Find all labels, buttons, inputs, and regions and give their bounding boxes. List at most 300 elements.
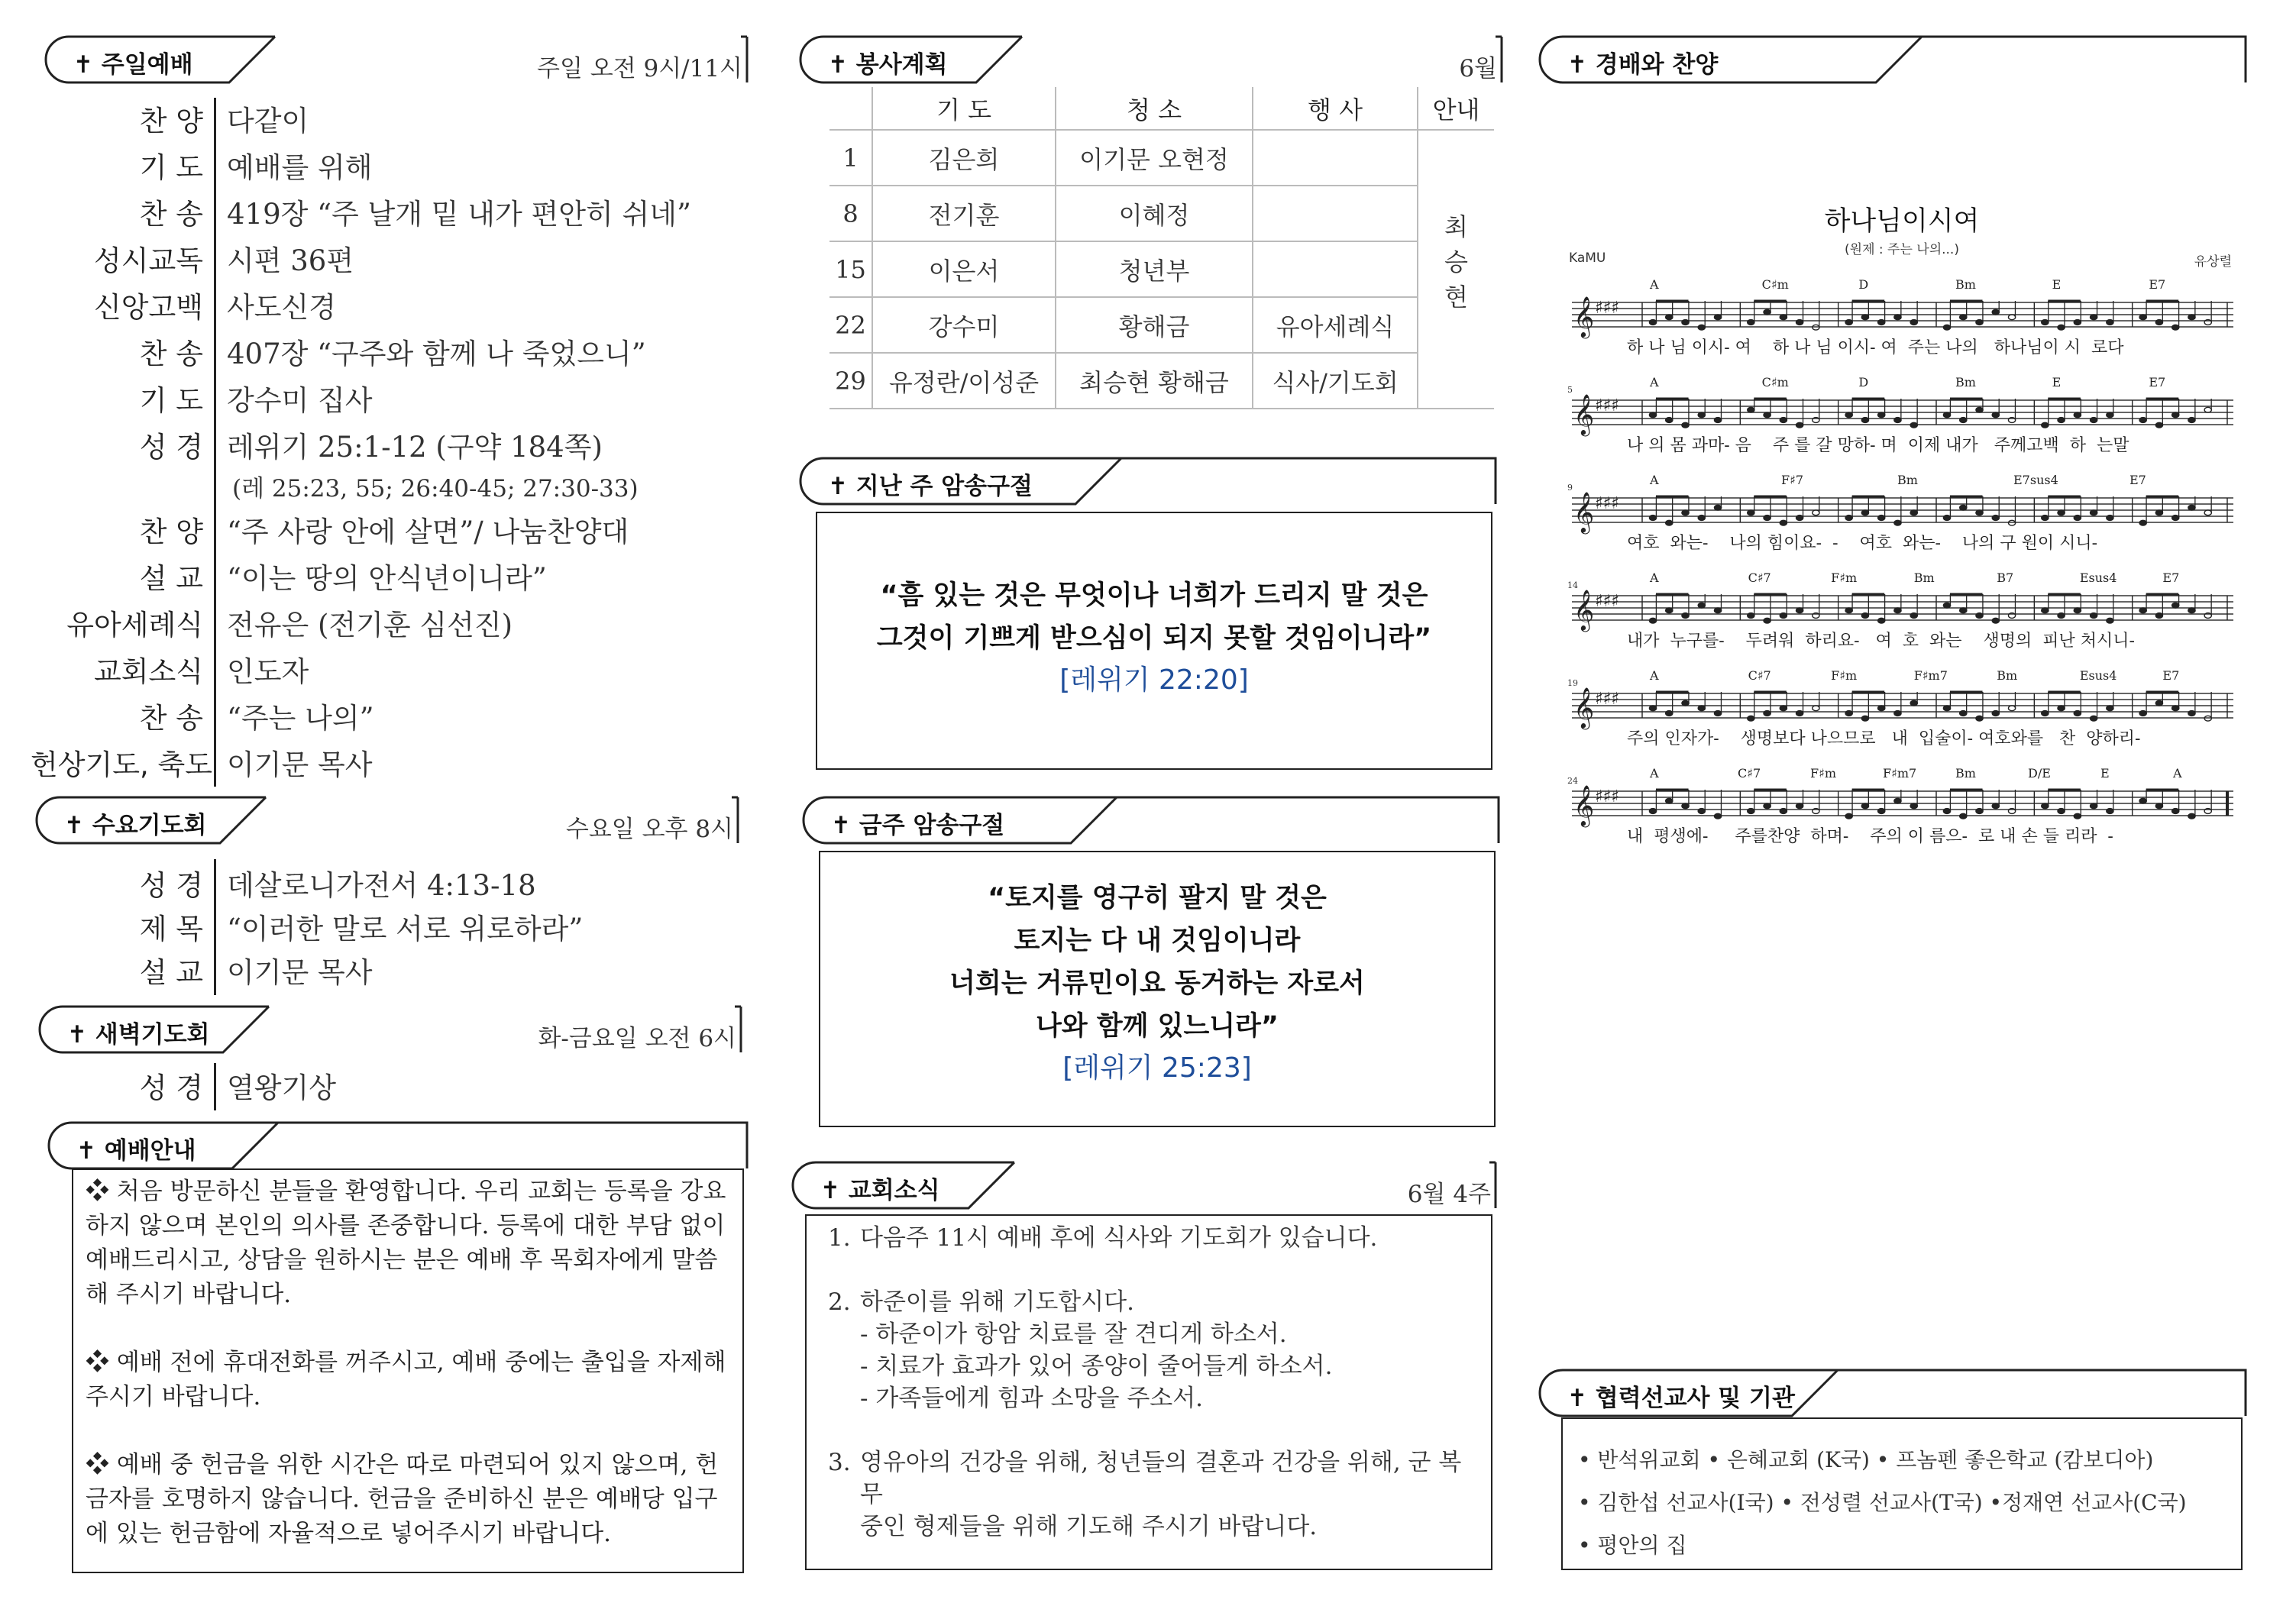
note-head	[1780, 315, 1787, 320]
note-head	[1649, 412, 1656, 418]
note-head	[2204, 407, 2211, 412]
treble-clef-icon: 𝄞	[1573, 491, 1595, 532]
missions-line: • 평안의 집	[1578, 1533, 1687, 1558]
note-head	[2172, 706, 2179, 711]
note-head	[2155, 613, 2162, 619]
note-head	[1960, 608, 1967, 613]
missions-box	[1561, 1417, 2243, 1570]
verse-line: “토지를 영구히 팔지 말 것은	[988, 883, 1327, 913]
note-head	[1976, 510, 1983, 516]
order-row: 찬 송 419장 “주 날개 밑 내가 편안히 쉬네”	[139, 198, 691, 231]
note-head	[1861, 716, 1868, 721]
news-item: 3. 영유아의 건강을 위해, 청년들의 결혼과 건강을 위해, 군 복무 중인 형제들을 위해 기도해 주시기 바랍니다.	[828, 1449, 1462, 1540]
note-head	[2091, 716, 2097, 721]
note-head	[1992, 309, 1999, 315]
note-head	[2074, 711, 2081, 716]
note-head	[1943, 603, 1950, 608]
note-head	[1780, 706, 1787, 711]
chord-symbol: Bm	[1897, 473, 1918, 487]
lyrics-line: 내가 누구를- 두려워 하리요- 여 호 와는 생명의 피난 처시니-	[1627, 632, 2135, 651]
note-head	[1748, 510, 1754, 516]
verse-line: 토지는 다 내 것임이니라	[1014, 926, 1301, 956]
note-head	[1960, 505, 1967, 510]
chord-symbol: D	[1858, 278, 1869, 292]
treble-clef-icon: 𝄞	[1573, 296, 1595, 337]
note-head	[1976, 320, 1983, 325]
chord-symbol: C♯7	[1748, 571, 1771, 585]
note-head	[1845, 813, 1852, 819]
note-head	[2172, 325, 2179, 330]
note-head	[1714, 315, 1721, 320]
note-head	[2058, 510, 2065, 516]
chord-symbol: F♯m	[1831, 669, 1858, 683]
guide-box	[72, 1168, 744, 1573]
order-row: 기 도 예배를 위해	[139, 151, 373, 184]
note-head	[1992, 412, 1999, 418]
note-head	[1764, 618, 1771, 623]
note-head	[1845, 608, 1852, 613]
note-head	[1698, 412, 1705, 418]
note-head	[2155, 422, 2162, 428]
chord-symbol: C♯7	[1738, 767, 1761, 781]
note-head	[1764, 412, 1771, 418]
measure-number: 9	[1567, 483, 1573, 493]
chord-symbol: Bm	[1955, 767, 1976, 781]
treble-clef-icon: 𝄞	[1573, 784, 1595, 826]
note-head	[1714, 813, 1721, 819]
note-head	[2188, 608, 2195, 613]
service-month: 6월	[1459, 55, 1497, 82]
lyrics-line: 하 나 님 이시- 여 하 나 님 이시- 여 주는 나의 하나님이 시 로다	[1627, 338, 2124, 357]
service-header	[793, 35, 1506, 84]
note-head	[2107, 618, 2113, 623]
note-head	[2155, 700, 2162, 706]
note-head	[2107, 809, 2113, 814]
note-head	[2172, 516, 2179, 521]
note-head	[2091, 803, 2097, 809]
note-head	[1666, 608, 1673, 613]
note-head	[1813, 706, 1819, 711]
note-head	[1878, 809, 1885, 814]
key-signature: ♯♯♯	[1595, 690, 1619, 709]
order-row: 찬 송 407장 “구주와 함께 나 죽었으니”	[139, 338, 646, 370]
news-header	[785, 1161, 1500, 1210]
chord-symbol: Esus4	[2079, 571, 2117, 585]
table-row: 29 유정란/이성준 최승현 황해금 식사/기도회	[829, 353, 1494, 409]
note-head	[1780, 613, 1787, 619]
note-head	[2172, 809, 2179, 814]
note-head	[1910, 700, 1917, 706]
section-title: ✝ 주일예배	[73, 51, 193, 79]
chord-symbol: C♯7	[1748, 669, 1771, 683]
chord-symbol: E	[2052, 376, 2062, 389]
chord-symbol: F♯m	[1810, 767, 1837, 781]
note-head	[2042, 422, 2049, 428]
note-head	[1666, 711, 1673, 716]
note-head	[2074, 412, 2081, 418]
order-row: 헌상기도, 축도 이기문 목사	[31, 748, 373, 781]
verse-line: 그것이 기쁘게 받으심이 되지 못할 것임이니라”	[876, 623, 1432, 654]
note-head	[2042, 516, 2049, 521]
note-head	[1682, 422, 1689, 428]
guide-paragraph: ❖ 예배 중 헌금을 위한 시간은 따로 마련되어 있지 않으며, 헌금자를 호명하지 않습니다. 헌금을 준비하신 분은 예배당 입구에 있는 헌금함에 자율적으로 넣어주시기 바랍니다.	[86, 1451, 719, 1547]
missions-header	[1532, 1369, 2250, 1417]
note-head	[1714, 418, 1721, 423]
chord-symbol: E7	[2162, 669, 2180, 683]
worship-header	[1532, 35, 2250, 84]
chord-symbol: E7	[2162, 571, 2180, 585]
note-head	[1960, 711, 1967, 716]
order-row: 성시교독 시편 36편	[94, 244, 354, 277]
key-signature: ♯♯♯	[1595, 592, 1619, 611]
order-row: 기 도 강수미 집사	[139, 384, 373, 417]
note-head	[2058, 809, 2065, 814]
note-head	[2188, 711, 2195, 716]
order-row: 설 교 이기문 목사	[139, 956, 373, 989]
lyrics-line: 내 평생에- 주를찬양 하며- 주의 이 름으- 로 내 손 들 리라 -	[1627, 827, 2113, 846]
note-head	[1649, 706, 1656, 711]
note-head	[1698, 603, 1705, 608]
note-head	[2074, 813, 2081, 819]
table-header-row	[829, 87, 1494, 130]
chord-symbol: A	[1650, 473, 1659, 487]
music-system	[1566, 376, 2238, 473]
chord-symbol: A	[1650, 669, 1659, 683]
note-head	[1649, 618, 1656, 623]
chord-symbol: E	[2052, 278, 2062, 292]
note-head	[1649, 516, 1656, 521]
note-head	[1976, 613, 1983, 619]
news-week: 6월 4주	[1407, 1181, 1491, 1208]
note-head	[2058, 325, 2065, 330]
note-head	[1943, 325, 1950, 330]
note-head	[1910, 803, 1917, 809]
note-head	[1682, 320, 1689, 325]
note-head	[2042, 803, 2049, 809]
composer-credit: 유상렬	[2194, 254, 2232, 270]
chord-symbol: A	[1650, 376, 1659, 389]
order-row: 찬 양 “주 사랑 안에 살면”/ 나눔찬양대	[139, 516, 629, 548]
note-head	[2188, 315, 2195, 320]
chord-symbol: E7	[2149, 278, 2166, 292]
note-head	[1910, 613, 1917, 619]
order-row: 찬 양 다같이	[139, 105, 309, 137]
note-head	[2042, 711, 2049, 716]
verse-line: “흠 있는 것은 무엇이나 너희가 드리지 말 것은	[880, 580, 1428, 611]
note-head	[1796, 320, 1803, 325]
note-head	[1764, 516, 1771, 521]
note-head	[1894, 315, 1901, 320]
note-head	[1666, 520, 1673, 525]
note-head	[1894, 418, 1901, 423]
note-head	[2139, 711, 2146, 716]
news-item: 1. 다음주 11시 예배 후에 식사와 기도회가 있습니다.	[828, 1224, 1378, 1252]
note-head	[1748, 407, 1754, 412]
note-head	[1764, 803, 1771, 809]
chord-symbol: Esus4	[2079, 669, 2117, 683]
note-head	[2091, 315, 2097, 320]
music-system	[1566, 278, 2238, 376]
note-head	[2139, 418, 2146, 423]
lyrics-line: 나 의 몸 과마- 음 주 를 갈 망하- 며 이제 내가 주께고백 하 는말	[1627, 436, 2129, 455]
music-system	[1566, 669, 2238, 767]
note-head	[1764, 309, 1771, 315]
order-row: 성 경 데살로니가전서 4:13-18	[139, 869, 536, 902]
note-head	[1861, 613, 1868, 619]
note-head	[1666, 418, 1673, 423]
section-title: ✝ 교회소식	[820, 1177, 940, 1204]
song-title: 하나님이시여	[1824, 206, 1980, 237]
note-head	[1943, 412, 1950, 418]
measure-number: 24	[1567, 776, 1578, 786]
service-table	[829, 87, 1494, 409]
note-head	[1878, 706, 1885, 711]
news-box	[805, 1214, 1492, 1570]
service-time: 주일 오전 9시/11시	[537, 55, 742, 82]
key-signature: ♯♯♯	[1595, 396, 1619, 415]
order-row: 성 경 열왕기상	[139, 1071, 336, 1104]
order-row: 유아세례식 전유은 (전기훈 심선진)	[66, 609, 513, 642]
note-head	[1976, 716, 1983, 721]
note-head	[1861, 315, 1868, 320]
chord-symbol: Bm	[1955, 376, 1976, 389]
note-head	[1894, 520, 1901, 525]
note-head	[2008, 315, 2015, 320]
order-row: 신앙고백 사도신경	[94, 291, 336, 324]
note-head	[1878, 412, 1885, 418]
note-head	[1992, 803, 1999, 809]
note-head	[2139, 798, 2146, 803]
col-guide: 안내	[1418, 87, 1494, 130]
sunday-order	[31, 98, 749, 785]
note-head	[1960, 315, 1967, 320]
note-head	[2058, 613, 2065, 619]
note-head	[2172, 603, 2179, 608]
order-row: 제 목 “이러한 말로 서로 위로하라”	[139, 913, 584, 945]
section-title: ✝ 지난 주 암송구절	[828, 473, 1033, 500]
chord-symbol: A	[2173, 767, 2182, 781]
note-head	[1910, 422, 1917, 428]
note-head	[1894, 711, 1901, 716]
note-head	[2074, 516, 2081, 521]
note-head	[1910, 510, 1917, 516]
dawn-order	[31, 1063, 749, 1110]
verse-line: 너희는 거류민이요 동거하는 자로서	[949, 968, 1365, 999]
note-head	[2091, 613, 2097, 619]
note-head	[1780, 520, 1787, 525]
verse-reference: [레위기 25:23]	[1062, 1052, 1252, 1084]
note-head	[1845, 516, 1852, 521]
chord-symbol: A	[1650, 278, 1659, 292]
measure-number: 5	[1567, 385, 1573, 395]
note-head	[1976, 809, 1983, 814]
section-title: ✝ 금주 암송구절	[831, 812, 1005, 839]
note-head	[1649, 809, 1656, 814]
chord-symbol: Bm	[1913, 571, 1935, 585]
note-head	[1748, 809, 1754, 814]
guide-cell: 최 승 현	[1418, 130, 1494, 409]
song-subtitle: (원제 : 주는 나의...)	[1845, 242, 1959, 257]
chord-symbol: F♯m7	[1883, 767, 1917, 781]
missions-line: • 김한섭 선교사(I국) • 전성렬 선교사(T국) •정재연 선교사(C국)	[1578, 1490, 2187, 1515]
note-head	[2107, 320, 2113, 325]
note-head	[2091, 510, 2097, 516]
section-title: ✝ 수요기도회	[64, 812, 207, 839]
this-verse-box	[819, 851, 1496, 1127]
key-signature: ♯♯♯	[1595, 787, 1619, 806]
note-head	[2155, 803, 2162, 809]
note-head	[1861, 803, 1868, 809]
note-head	[1960, 418, 1967, 423]
order-row: 찬 송 “주는 나의”	[139, 702, 374, 735]
note-head	[1714, 711, 1721, 716]
note-head	[2074, 320, 2081, 325]
this-verse-header	[796, 796, 1503, 845]
note-head	[1894, 608, 1901, 613]
note-head	[1861, 510, 1868, 516]
last-verse-header	[793, 457, 1500, 506]
treble-clef-icon: 𝄞	[1573, 393, 1595, 435]
note-head	[2091, 418, 2097, 423]
note-head	[1845, 412, 1852, 418]
chord-symbol: D/E	[2028, 767, 2051, 781]
note-head	[2107, 706, 2113, 711]
note-head	[1796, 711, 1803, 716]
chord-symbol: D	[1858, 376, 1869, 389]
note-head	[1796, 516, 1803, 521]
chord-symbol: C♯m	[1761, 376, 1789, 389]
note-head	[2172, 412, 2179, 418]
dawn-header	[32, 1005, 745, 1054]
last-verse-box	[816, 512, 1492, 770]
service-time: 수요일 오후 8시	[565, 816, 733, 843]
note-head	[1796, 803, 1803, 809]
table-row: 15 이은서 청년부	[829, 241, 1494, 297]
order-row: 성 경 레위기 25:1-12 (구약 184쪽)	[139, 431, 603, 464]
note-head	[2139, 315, 2146, 320]
note-head	[1796, 608, 1803, 613]
note-head	[2058, 418, 2065, 423]
note-head	[1666, 315, 1673, 320]
section-title: ✝ 새벽기도회	[67, 1021, 210, 1049]
order-row: (레 25:23, 55; 26:40-45; 27:30-33)	[232, 475, 639, 503]
note-head	[1943, 809, 1950, 814]
note-head	[1878, 320, 1885, 325]
note-head	[2155, 510, 2162, 516]
note-head	[2155, 320, 2162, 325]
note-head	[1698, 325, 1705, 330]
key-signature: ♯♯♯	[1595, 494, 1619, 513]
note-head	[2188, 505, 2195, 510]
chord-symbol: A	[1650, 767, 1659, 781]
section-title: ✝ 예배안내	[76, 1137, 196, 1165]
treble-clef-icon: 𝄞	[1573, 589, 1595, 630]
music-system	[1566, 767, 2238, 865]
note-head	[1910, 320, 1917, 325]
wednesday-order	[31, 859, 749, 997]
news-list	[817, 1222, 1483, 1543]
note-head	[2204, 510, 2211, 516]
missions-line: • 반석위교회 • 은혜교회 (K국) • 프놈펜 좋은학교 (캄보디아)	[1578, 1447, 2154, 1472]
chord-symbol: F♯7	[1781, 473, 1804, 487]
note-head	[1992, 711, 1999, 716]
table-row: 1 김은희 이기문 오현정 최 승 현	[829, 130, 1494, 186]
note-head	[1764, 711, 1771, 716]
note-head	[1748, 613, 1754, 619]
chord-symbol: Bm	[1955, 278, 1976, 292]
note-head	[2188, 418, 2195, 423]
note-head	[2042, 608, 2049, 613]
note-head	[1748, 320, 1754, 325]
note-head	[1813, 510, 1819, 516]
chord-symbol: E7	[2129, 473, 2146, 487]
guide-header	[41, 1121, 752, 1170]
note-head	[1666, 798, 1673, 803]
note-head	[1992, 516, 1999, 521]
note-head	[2107, 412, 2113, 418]
note-head	[2107, 516, 2113, 521]
note-head	[1845, 711, 1852, 716]
note-head	[1878, 516, 1885, 521]
guide-paragraph: ❖ 처음 방문하신 분들을 환영합니다. 우리 교회는 등록을 강요하지 않으며 본인의 의사를 존중합니다. 등록에 대한 부담 없이 예배드리시고, 상담을 원하시는 분은 예배 후 목회자에게 말씀해 주시기 바랍니다.	[86, 1178, 726, 1308]
note-head	[1682, 803, 1689, 809]
col-prayer: 기 도	[872, 87, 1056, 130]
order-row: 교회소식 인도자	[94, 655, 309, 688]
verse-reference: [레위기 22:20]	[1059, 664, 1249, 696]
section-title: ✝ 경배와 찬양	[1567, 51, 1719, 79]
note-head	[1894, 798, 1901, 803]
guide-paragraph: ❖ 예배 전에 휴대전화를 꺼주시고, 예배 중에는 출입을 자제해 주시기 바랍니다.	[86, 1349, 726, 1411]
chord-symbol: C♯m	[1761, 278, 1789, 292]
note-head	[2139, 520, 2146, 525]
measure-number: 14	[1567, 580, 1578, 590]
note-head	[1682, 613, 1689, 619]
note-head	[1698, 706, 1705, 711]
note-head	[1780, 809, 1787, 814]
note-head	[1992, 618, 1999, 623]
chord-symbol: E7sus4	[2013, 473, 2058, 487]
note-head	[2008, 706, 2015, 711]
order-row: 설 교 “이는 땅의 안식년이니라”	[139, 562, 547, 595]
music-system	[1566, 571, 2238, 669]
note-head	[1943, 516, 1950, 521]
chord-symbol: Bm	[1997, 669, 2018, 683]
note-head	[1682, 510, 1689, 516]
section-title: ✝ 협력선교사 및 기관	[1567, 1385, 1795, 1412]
chord-symbol: F♯m7	[1913, 669, 1948, 683]
note-head	[1780, 418, 1787, 423]
sunday-header	[38, 35, 752, 84]
note-head	[1682, 700, 1689, 706]
note-head	[1649, 320, 1656, 325]
note-head	[1714, 608, 1721, 613]
music-system	[1566, 473, 2238, 571]
service-time: 화-금요일 오전 6시	[538, 1025, 736, 1052]
chord-symbol: F♯m	[1831, 571, 1858, 585]
note-head	[2188, 813, 2195, 819]
note-head	[2042, 320, 2049, 325]
key-signature: ♯♯♯	[1595, 299, 1619, 318]
table-row: 22 강수미 황해금 유아세례식	[829, 297, 1494, 353]
note-head	[1845, 320, 1852, 325]
left-credit: KaMU	[1569, 250, 1606, 266]
note-head	[1861, 418, 1868, 423]
note-head	[1748, 716, 1754, 721]
news-item: 2. 하준이를 위해 기도합시다. - 하준이가 항암 치료를 잘 견디게 하소서. - 치료가 효과가 있어 종양이 줄어들게 하소서. - 가족들에게 힘과 소망을 주소서.	[828, 1288, 1333, 1412]
music-sheet	[1566, 196, 2238, 860]
section-title: ✝ 봉사계획	[828, 51, 948, 79]
col-clean: 청 소	[1056, 87, 1253, 130]
